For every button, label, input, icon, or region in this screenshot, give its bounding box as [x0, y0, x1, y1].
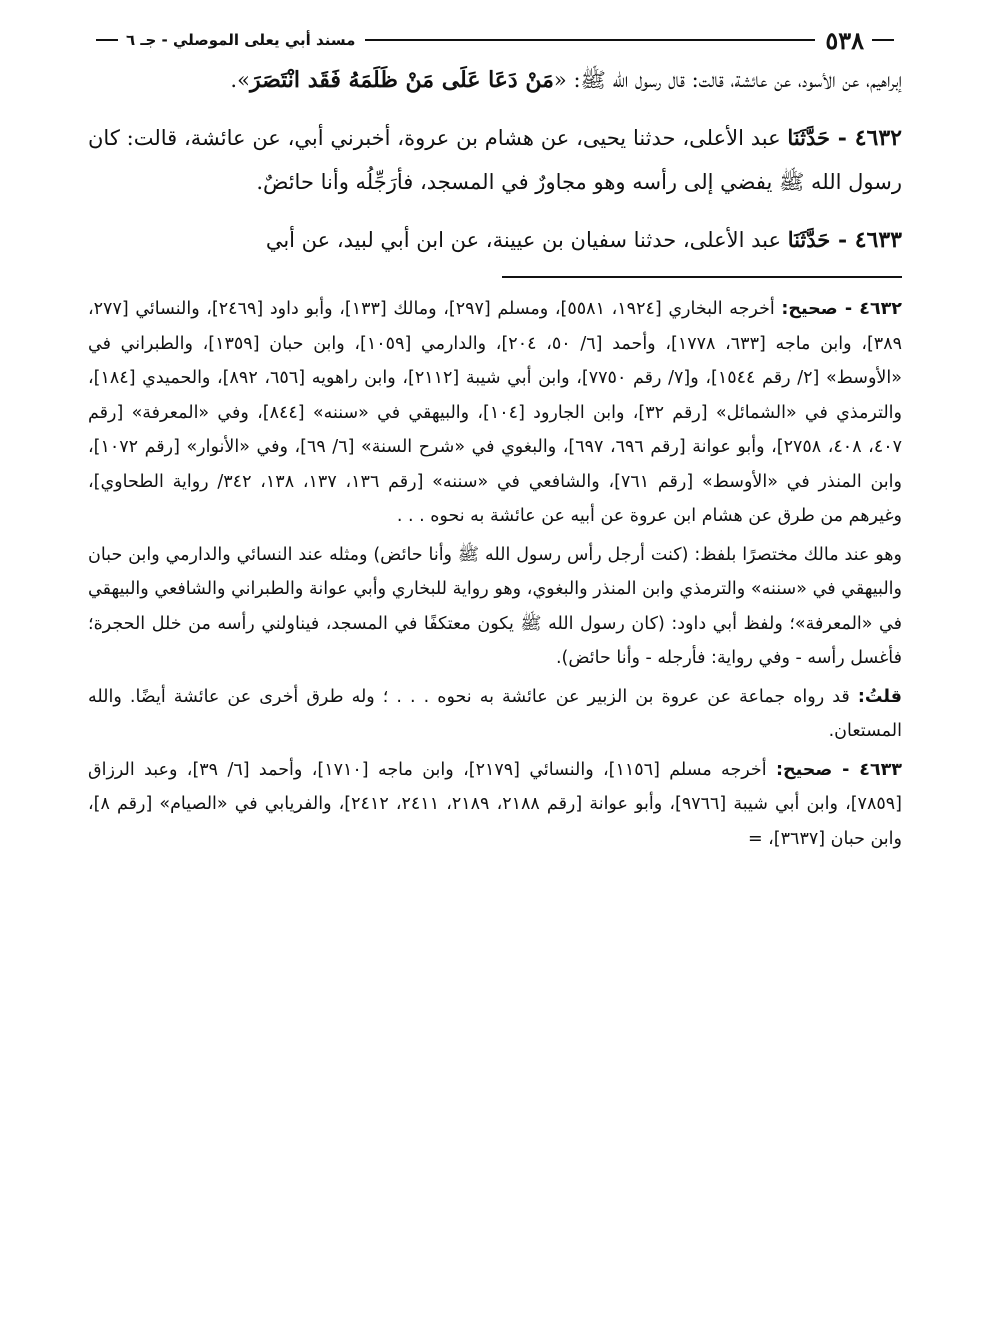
- footnote-separator: [502, 276, 902, 278]
- footnote-ref: ٤٦٣٢: [859, 299, 902, 319]
- main-text: [88, 58, 902, 262]
- hadith-dash: -: [830, 227, 855, 253]
- footnote-grade: صحيح:: [775, 759, 833, 780]
- footnote-4632: [88, 292, 902, 534]
- qultu-label: قلتُ:: [857, 686, 902, 707]
- document-page: [88, 22, 902, 860]
- hadith-dash: -: [830, 125, 855, 151]
- page-number: ٥٣٨: [825, 25, 864, 55]
- footnote-dash: -: [837, 299, 860, 319]
- hadith-matn: مَنْ دَعَا عَلَى مَنْ ظَلَمَهُ فَقَد انْتَصَرَ: [249, 67, 554, 93]
- hadith-4632: [88, 116, 902, 204]
- continuation-text: إبراهيم، عن الأسود، عن عائشة، قالت: قال رسول الله ﷺ: «: [553, 68, 902, 92]
- hadith-text: عبد الأعلى، حدثنا سفيان بن عيينة، عن ابن أبي لبيد، عن أبي: [265, 228, 788, 252]
- running-header: [88, 22, 902, 58]
- hadith-4633: [88, 218, 902, 262]
- footnote-ref: ٤٦٣٣: [859, 759, 902, 780]
- hadith-number: ٤٦٣٢: [854, 125, 902, 151]
- continuation-tail: ».: [230, 68, 250, 92]
- footnote-text: أخرجه البخاري [١٩٢٤، ٥٥٨١]، ومسلم [٢٩٧]، ومالك [١٣٣]، وأبو داود [٢٤٦٩]، والنسائي [٢٧٧، ٣٨٩]، وابن ماجه [٦٣٣، ١٧٧٨]، وأحمد [٦/ ٥٠، ٢٠٤]، والدارمي [١٠٥٩]، وابن حبان [١٣٥٩]، والطبراني في «الأوسط» [٢/ رقم ١٥٤٤]، و[٧/ رقم ٧٧٥٠]، وابن أبي شيبة [٢١١٢]، وابن راهويه [٦٥٦، ٨٩٢]، والحميدي [١٨٤]، والترمذي في «الشمائل» [رقم ٣٢]، وابن الجارود [١٠٤]، والبيهقي في «سننه» [٨٤٤]، وفي «المعرفة» [رقم ٤٠٧، ٤٠٨، ٢٧٥٨]، وأبو عوانة [رقم ٦٩٦، ٦٩٧]، والبغوي في «شرح السنة» [٦/ ٦٩]، وفي «الأنوار» [رقم ١٠٧٢]، وابن المنذر في «الأوسط» [رقم ٧٦١]، والشافعي في «سننه» [رقم ١٣٦، ١٣٧، ١٣٨، ٣٤٢/ رواية الطحاوي]، وغيرهم من طرق عن هشام ابن عروة عن أبيه عن عائشة به نحوه . . .: [88, 299, 903, 526]
- book-title: مسند أبي يعلى الموصلي - جـ ٦: [126, 31, 356, 49]
- footnote-paragraph: وهو عند مالك مختصرًا بلفظ: (كنت أرجل رأس رسول الله ﷺ وأنا حائض) ومثله عند النسائي والدارمي وابن حبان والبيهقي في «سننه» والترمذي وابن المنذر والبغوي، وهو رواية للبخاري وأبي عوانة والطبراني والشافعي والبيهقي في «المعرفة»؛ ولفظ أبي داود: (كان رسول الله ﷺ يكون معتكفًا في المسجد، فيناولني رأسه من خلل الحجرة؛ فأغسل رأسه - وفي رواية: فأرجله - وأنا حائض).: [88, 544, 902, 668]
- haddathana: حَدَّثَنَا: [787, 227, 831, 252]
- footnote-paragraph: [88, 680, 902, 749]
- header-rule: [365, 39, 815, 41]
- footnote-grade: صحيح:: [781, 299, 838, 319]
- hadith-text: عبد الأعلى، حدثنا يحيى، عن هشام بن عروة، أخبرني أبي، عن عائشة، قالت: كان رسول الله ﷺ يفضي إلى رأسه وهو مجاورٌ في المسجد، فأرَجِّلُه وأنا حائضٌ.: [88, 126, 902, 194]
- footnotes: [88, 292, 902, 856]
- hadith-number: ٤٦٣٣: [854, 227, 902, 253]
- footnote-text: أخرجه مسلم [١١٥٦]، والنسائي [٢١٧٩]، وابن ماجه [١٧١٠]، وأحمد [٦/ ٣٩]، وعبد الرزاق [٧٨٥٩]، وابن أبي شيبة [٩٧٦٦]، وأبو عوانة [رقم ٢١٨٨، ٢١٨٩، ٢٤١١، ٢٤١٢]، والفريابي في «الصيام» [رقم ٨]، وابن حبان [٣٦٣٧]، =: [88, 759, 902, 849]
- footnote-4633: [88, 753, 902, 857]
- footnote-dash: -: [832, 759, 860, 780]
- header-dash: [96, 39, 118, 41]
- haddathana: حَدَّثَنَا: [787, 125, 831, 150]
- header-dash: [872, 39, 894, 41]
- footnote-text: قد رواه جماعة عن عروة بن الزبير عن عائشة به نحوه . . . ؛ وله طرق أخرى عن عائشة أيضًا. والله المستعان.: [88, 686, 902, 741]
- continuation-paragraph: [88, 58, 902, 102]
